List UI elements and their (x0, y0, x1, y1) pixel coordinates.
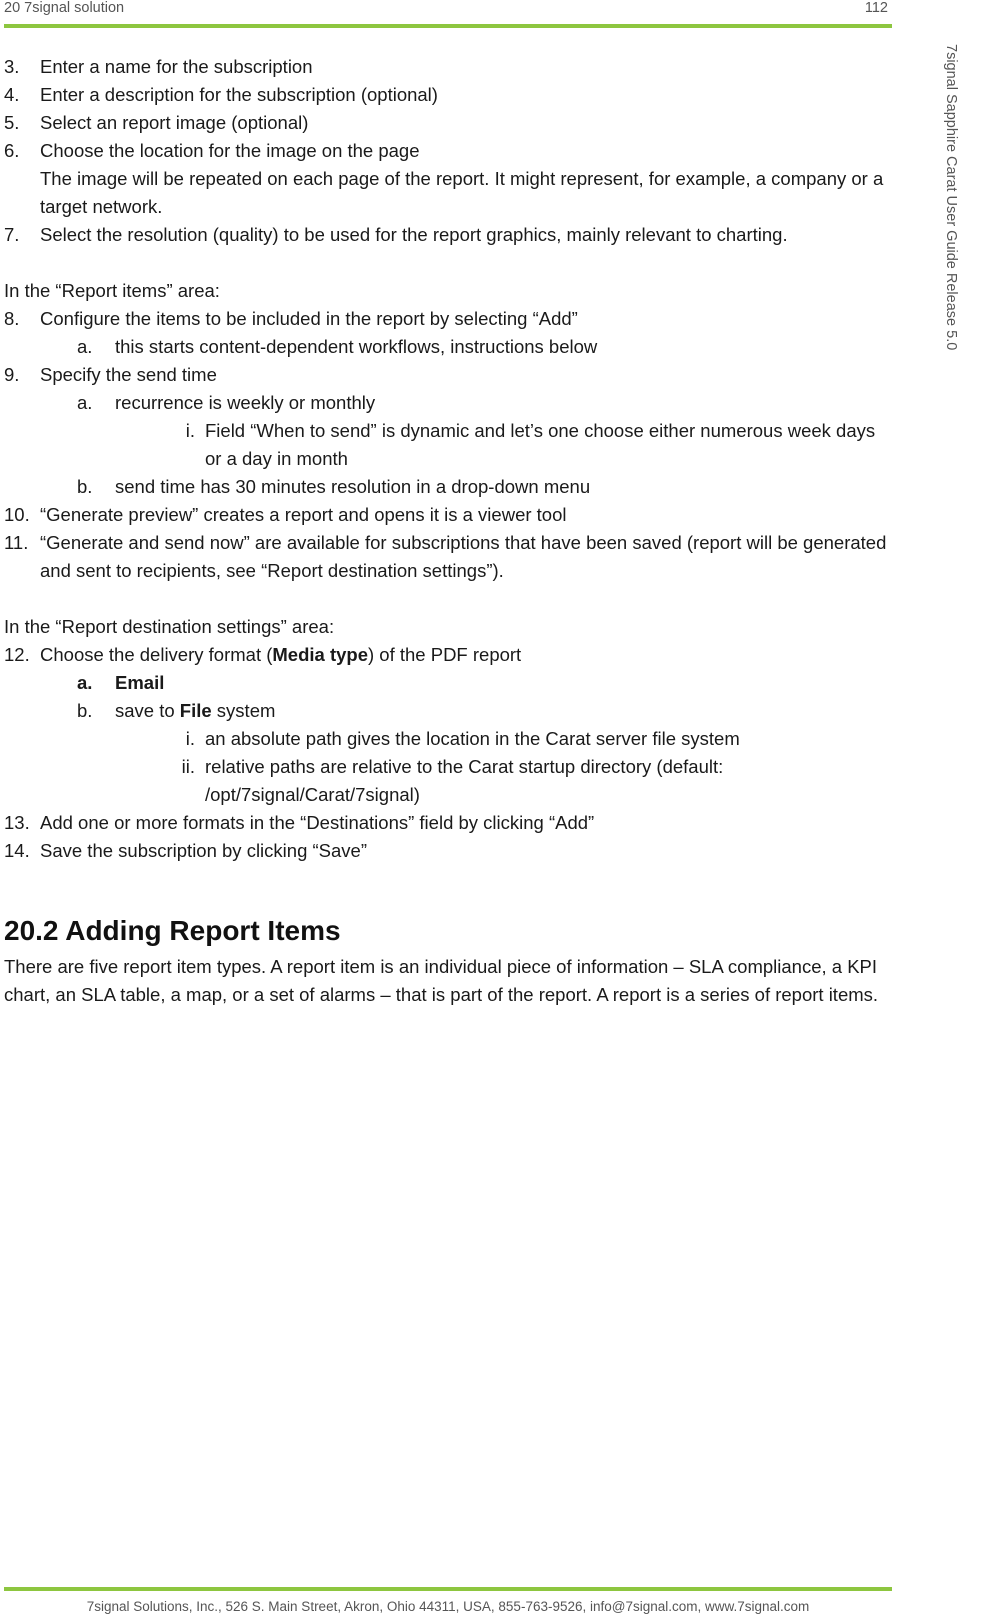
list-item: 4. Enter a description for the subscription (optional) (4, 84, 438, 105)
sub-list-item: a. recurrence is weekly or monthly (77, 392, 376, 413)
area-heading-report-items: In the “Report items” area: (4, 280, 220, 301)
sub-list-item: a. Email (77, 672, 165, 693)
list-item: 6. Choose the location for the image on the page The image will be repeated on each page of the report. It might represent, for example, a company or a target network. (4, 140, 884, 217)
list-item: 10. “Generate preview” creates a report and opens it is a viewer tool (4, 504, 567, 525)
list-item: 5. Select an report image (optional) (4, 112, 309, 133)
sub-list-item: b. save to File system (77, 700, 276, 721)
section-heading: 20.2 Adding Report Items (4, 915, 341, 946)
side-document-title: 7signal Sapphire Carat User Guide Release 5.0 (943, 44, 959, 351)
sub-list-item: b. send time has 30 minutes resolution in a drop-down menu (77, 476, 591, 497)
list-item: 3. Enter a name for the subscription (4, 56, 313, 77)
header-rule (4, 24, 892, 28)
list-item: 13. Add one or more formats in the “Destinations” field by clicking “Add” (4, 812, 595, 833)
item-note: The image will be repeated on each page of the report. It might represent, for example, a company or a target network. (40, 168, 884, 217)
footer-rule (4, 1587, 892, 1591)
page-content (4, 53, 894, 1009)
sub-sub-list-item: i. Field “When to send” is dynamic and let’s one choose either numerous week days or a day in month (185, 420, 876, 469)
page-header (4, 0, 890, 26)
list-item: 11. “Generate and send now” are available for subscriptions that have been saved (report will be generated and sent to recipients, see “Report destination settings”). (4, 532, 887, 581)
page-number: 112 (864, 0, 888, 16)
header-chapter: 20 7signal solution (4, 0, 125, 16)
list-item: 12. Choose the delivery format (Media type) of the PDF report (4, 644, 522, 665)
list-item: 14. Save the subscription by clicking “Save” (4, 840, 367, 861)
sub-sub-list-item: i. an absolute path gives the location in the Carat server file system (185, 728, 740, 749)
section-body: There are five report item types. A report item is an individual piece of information – SLA compliance, a KPI chart, an SLA table, a map, or a set of alarms – that is part of the report. A report is a series of report items. (4, 956, 879, 1005)
list-item: 9. Specify the send time (4, 364, 217, 385)
sub-sub-list-item: ii. relative paths are relative to the Carat startup directory (default: /opt/7signal/Carat/7signal) (181, 756, 724, 805)
list-item: 8. Configure the items to be included in the report by selecting “Add” (4, 308, 578, 329)
area-heading-destination: In the “Report destination settings” area: (4, 616, 335, 637)
list-item: 7. Select the resolution (quality) to be used for the report graphics, mainly relevant to charting. (4, 224, 788, 245)
sub-list-item: a. this starts content-dependent workflows, instructions below (77, 336, 598, 357)
page-footer: 7signal Solutions, Inc., 526 S. Main Street, Akron, Ohio 44311, USA, 855-763-9526, info@7signal.com, www.7signal.com (86, 1599, 810, 1614)
